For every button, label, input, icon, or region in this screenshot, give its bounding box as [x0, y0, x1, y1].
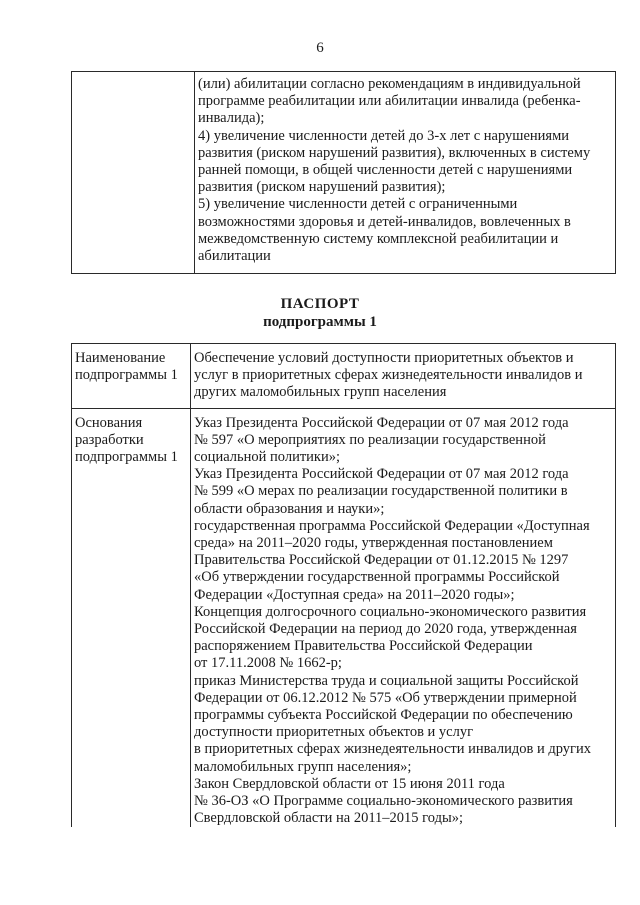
- text-line: межведомственную систему комплексной реабилитации и: [198, 230, 559, 247]
- text-line: маломобильных групп населения»;: [194, 758, 412, 775]
- text-line: возможностями здоровья и детей-инвалидов, вовлеченных в: [198, 213, 571, 230]
- text-line: Обеспечение условий доступности приоритетных объектов и: [194, 350, 574, 366]
- text-line: № 36-ОЗ «О Программе социально-экономического развития: [194, 793, 573, 810]
- page-number: 6: [316, 40, 324, 56]
- text-line: инвалида);: [198, 110, 265, 127]
- table-row: [72, 344, 616, 409]
- continuation-cell: [195, 72, 616, 274]
- text-line: Указ Президента Российской Федерации от 07 мая 2012 года: [194, 466, 569, 483]
- text-line: 5) увеличение численности детей с ограниченными: [198, 196, 518, 213]
- text-line: развития (риском нарушений развития);: [198, 179, 446, 196]
- text-line: области образования и науки»;: [194, 500, 385, 517]
- text-line: (или) абилитации согласно рекомендациям в индивидуальной: [198, 76, 581, 92]
- value-cell: [191, 344, 616, 409]
- text-line: среда» на 2011–2020 годы, утвержденная постановлением: [194, 535, 553, 552]
- text-line: развития (риском нарушений развития), включенных в систему: [198, 144, 591, 161]
- text-line: приказ Министерства труда и социальной защиты Российской: [194, 672, 579, 689]
- label-cell: [72, 408, 191, 827]
- text-line: в приоритетных сферах жизнедеятельности инвалидов и других: [194, 741, 591, 758]
- label-line: подпрограммы 1: [75, 449, 178, 466]
- empty-label-cell: [72, 72, 195, 274]
- table-row: [72, 72, 616, 274]
- label-line: Наименование: [75, 350, 166, 366]
- label-cell: [72, 344, 191, 409]
- text-line: Российской Федерации на период до 2020 года, утвержденная: [194, 621, 577, 638]
- section-title: ПАСПОРТ: [280, 296, 360, 312]
- text-line: социальной политики»;: [194, 449, 341, 466]
- text-line: «Об утверждении государственной программы Российской: [194, 569, 560, 586]
- text-line: Закон Свердловской области от 15 июня 2011 года: [194, 775, 505, 792]
- label-line: подпрограммы 1: [75, 367, 178, 384]
- text-line: доступности приоритетных объектов и услуг: [194, 724, 474, 741]
- text-line: услуг в приоритетных сферах жизнедеятельности инвалидов и: [194, 367, 583, 384]
- text-line: Правительства Российской Федерации от 01.12.2015 № 1297: [194, 552, 569, 569]
- text-line: Федерации от 06.12.2012 № 575 «Об утверждении примерной: [194, 689, 577, 706]
- continuation-table: [71, 71, 616, 274]
- text-line: № 599 «О мерах по реализации государственной политики в: [194, 483, 568, 500]
- text-line: № 597 «О мероприятиях по реализации государственной: [194, 431, 546, 448]
- text-line: 4) увеличение численности детей до 3-х лет с нарушениями: [198, 127, 570, 144]
- text-line: абилитации: [198, 248, 271, 265]
- value-cell: [191, 408, 616, 827]
- text-line: распоряжением Правительства Российской Федерации: [194, 638, 533, 655]
- passport-table: [71, 343, 616, 827]
- text-line: Федерации «Доступная среда» на 2011–2020 годы»;: [194, 586, 515, 603]
- text-line: других маломобильных групп населения: [194, 384, 447, 401]
- text-line: от 17.11.2008 № 1662-р;: [194, 655, 342, 672]
- label-line: разработки: [75, 431, 144, 448]
- text-line: программе реабилитации или абилитации инвалида (ребенка-: [198, 93, 581, 110]
- section-subtitle: подпрограммы 1: [263, 314, 377, 330]
- text-line: ранней помощи, в общей численности детей с нарушениями: [198, 162, 573, 179]
- text-line: государственная программа Российской Федерации «Доступная: [194, 517, 590, 534]
- text-line: Концепция долгосрочного социально-экономического развития: [194, 603, 587, 620]
- table-row: [72, 408, 616, 827]
- text-line: программы субъекта Российской Федерации по обеспечению: [194, 707, 573, 724]
- text-line: Указ Президента Российской Федерации от 07 мая 2012 года: [194, 414, 569, 431]
- text-line: Свердловской области на 2011–2015 годы»;: [194, 810, 464, 827]
- label-line: Основания: [75, 414, 143, 431]
